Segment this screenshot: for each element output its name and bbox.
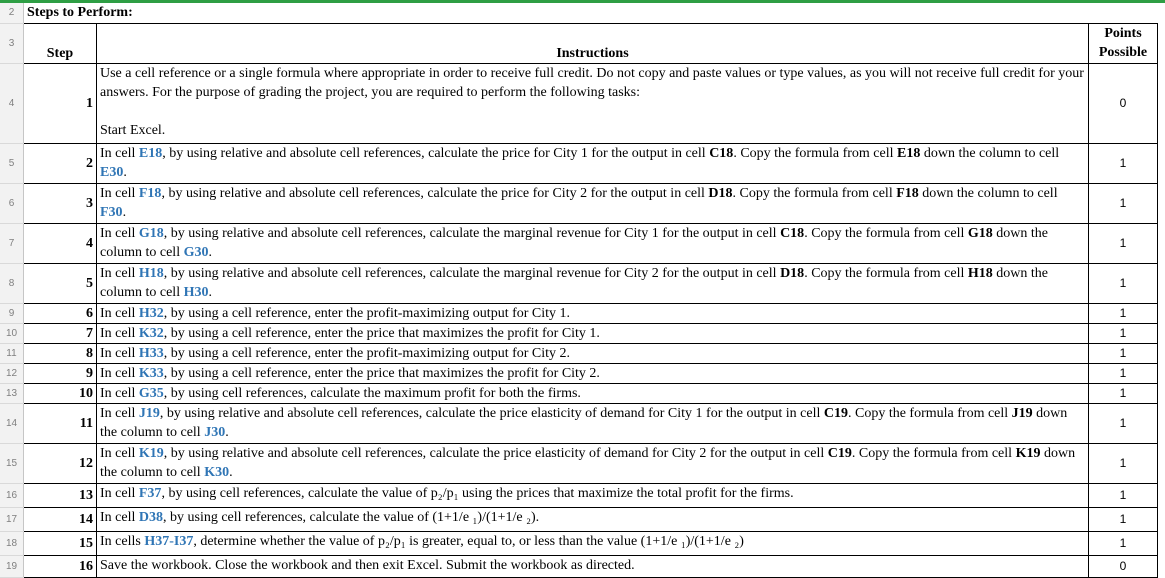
instruction-cell[interactable] xyxy=(97,303,1089,323)
step-row xyxy=(0,363,1158,383)
instruction-text: , by using a cell reference, enter the price that maximizes the profit for City 1. xyxy=(163,325,600,341)
instruction-text: In cell xyxy=(100,265,139,281)
step-number-cell[interactable]: 3 xyxy=(24,183,97,223)
cell-reference: J30 xyxy=(204,424,226,440)
bold-cell-reference: F18 xyxy=(896,185,919,201)
instruction-text: Start Excel. xyxy=(100,122,166,138)
bold-cell-reference: H18 xyxy=(967,265,993,281)
cell-reference: G30 xyxy=(183,244,209,260)
instruction-text: . Copy the formula from cell xyxy=(847,405,1012,421)
instruction-text: Use a cell reference or a single formula where appropriate in order to receive full credit. Do not copy and paste values or type values, as you will not receive full credit for your answers. For the purpose of grading the project, you are required to perform the following tasks: xyxy=(100,65,1088,100)
instruction-cell[interactable] xyxy=(97,443,1089,483)
row-header[interactable]: 3 xyxy=(0,23,24,63)
cell-reference: H30 xyxy=(183,284,209,300)
instruction-cell[interactable] xyxy=(97,403,1089,443)
instruction-text: In cell xyxy=(100,325,139,341)
bold-cell-reference: C19 xyxy=(827,445,852,461)
instruction-cell[interactable] xyxy=(97,63,1089,143)
step-number-cell[interactable]: 16 xyxy=(24,555,97,577)
points-cell[interactable]: 0 xyxy=(1089,63,1158,143)
bold-cell-reference: E18 xyxy=(897,145,921,161)
step-header[interactable]: Step xyxy=(24,23,97,63)
step-row xyxy=(0,555,1158,577)
step-number-cell[interactable]: 2 xyxy=(24,143,97,183)
row-header[interactable]: 12 xyxy=(0,363,24,383)
instruction-text: . xyxy=(208,284,212,300)
instruction-text: down the column to cell xyxy=(100,265,1052,300)
instruction-text: In cells xyxy=(100,533,145,549)
cell-reference: D38 xyxy=(138,509,163,525)
instruction-text: . xyxy=(229,464,233,480)
points-cell[interactable]: 1 xyxy=(1089,323,1158,343)
instruction-cell[interactable] xyxy=(97,507,1089,531)
points-cell[interactable]: 1 xyxy=(1089,443,1158,483)
step-number-cell[interactable]: 6 xyxy=(24,303,97,323)
header-row xyxy=(0,23,1158,63)
instruction-text: , by using relative and absolute cell references, calculate the price for City 2 for the output in cell xyxy=(161,185,709,201)
bold-cell-reference: J19 xyxy=(1011,405,1033,421)
instruction-text: . xyxy=(122,204,127,220)
row-header[interactable]: 13 xyxy=(0,383,24,403)
cell-reference: K33 xyxy=(138,365,164,381)
step-number-cell[interactable]: 4 xyxy=(24,223,97,263)
cell-reference: E30 xyxy=(100,164,124,180)
instruction-text: In cell xyxy=(100,365,139,381)
instruction-text: In cell xyxy=(100,225,139,241)
points-cell[interactable]: 1 xyxy=(1089,531,1158,555)
instruction-text: down the column to cell xyxy=(920,145,1063,161)
bold-cell-reference: K19 xyxy=(1015,445,1041,461)
cell-reference: H37-I37 xyxy=(144,533,194,549)
cell-reference: G18 xyxy=(138,225,164,241)
instruction-text: In cell xyxy=(100,385,139,401)
instruction-text: , by using cell references, calculate the value of (1+1/e ₁)/(1+1/e ₂). xyxy=(163,509,540,525)
instruction-text: , by using cell references, calculate the maximum profit for both the firms. xyxy=(163,385,581,401)
instruction-text: , by using a cell reference, enter the profit-maximizing output for City 2. xyxy=(163,345,571,361)
instruction-text: In cell xyxy=(100,445,139,461)
step-number-cell[interactable]: 7 xyxy=(24,323,97,343)
row-header[interactable]: 8 xyxy=(0,263,24,303)
row-header[interactable]: 18 xyxy=(0,531,24,555)
cell-reference: K30 xyxy=(204,464,230,480)
cell-reference: F30 xyxy=(100,204,123,220)
points-cell[interactable]: 1 xyxy=(1089,303,1158,323)
step-number-cell[interactable]: 12 xyxy=(24,443,97,483)
instruction-text: . Copy the formula from cell xyxy=(851,445,1016,461)
step-row xyxy=(0,483,1158,507)
step-number-cell[interactable]: 10 xyxy=(24,383,97,403)
row-header[interactable]: 19 xyxy=(0,555,24,577)
bold-cell-reference: G18 xyxy=(967,225,993,241)
step-row xyxy=(0,403,1158,443)
step-number-cell[interactable]: 14 xyxy=(24,507,97,531)
instruction-text: In cell xyxy=(100,345,139,361)
row-header[interactable]: 9 xyxy=(0,303,24,323)
instruction-text: , by using relative and absolute cell references, calculate the price elasticity of demand for City 1 for the output in cell xyxy=(159,405,824,421)
row-header[interactable]: 7 xyxy=(0,223,24,263)
instruction-text: In cell xyxy=(100,485,139,501)
sheet-title[interactable]: Steps to Perform: xyxy=(27,5,133,21)
row-header[interactable]: 17 xyxy=(0,507,24,531)
instruction-cell[interactable] xyxy=(97,483,1089,507)
title-row xyxy=(0,3,1158,23)
step-number-cell[interactable]: 11 xyxy=(24,403,97,443)
instruction-text: In cell xyxy=(100,405,139,421)
points-cell[interactable]: 1 xyxy=(1089,383,1158,403)
step-number-cell[interactable]: 9 xyxy=(24,363,97,383)
instruction-text: , by using cell references, calculate the value of p₂/p₁ using the prices that maximize the total profit for the firms. xyxy=(161,485,794,501)
cell-reference: F37 xyxy=(138,485,162,501)
cell-reference: F18 xyxy=(138,185,162,201)
instruction-text: , by using relative and absolute cell references, calculate the price elasticity of demand for City 2 for the output in cell xyxy=(163,445,828,461)
step-number-cell[interactable]: 15 xyxy=(24,531,97,555)
instruction-cell[interactable] xyxy=(97,383,1089,403)
row-header[interactable]: 4 xyxy=(0,63,24,143)
points-cell[interactable]: 1 xyxy=(1089,483,1158,507)
points-cell[interactable]: 1 xyxy=(1089,143,1158,183)
instruction-text: , determine whether the value of p₂/p₁ is greater, equal to, or less than the value (1+1/e ₁)/(1+1/e ₂) xyxy=(193,533,744,549)
cell-reference: K19 xyxy=(138,445,164,461)
instruction-text: down the column to cell xyxy=(100,225,1052,260)
instruction-text: Save the workbook. Close the workbook and then exit Excel. Submit the workbook as directed. xyxy=(100,557,635,573)
step-row xyxy=(0,383,1158,403)
instruction-cell[interactable] xyxy=(97,363,1089,383)
row-header[interactable]: 2 xyxy=(0,3,24,23)
cell-reference: G35 xyxy=(138,385,164,401)
instruction-text: In cell xyxy=(100,509,139,525)
cell-reference: H32 xyxy=(138,305,164,321)
instruction-text: , by using relative and absolute cell references, calculate the price for City 1 for the output in cell xyxy=(162,145,710,161)
step-row xyxy=(0,443,1158,483)
instruction-text: . Copy the formula from cell xyxy=(804,225,968,241)
points-cell[interactable]: 1 xyxy=(1089,183,1158,223)
steps-sheet xyxy=(0,3,1158,578)
points-cell[interactable]: 1 xyxy=(1089,223,1158,263)
step-number-cell[interactable]: 1 xyxy=(24,63,97,143)
instruction-text: . Copy the formula from cell xyxy=(733,145,897,161)
instruction-cell[interactable] xyxy=(97,183,1089,223)
row-header[interactable]: 11 xyxy=(0,343,24,363)
instruction-text: , by using relative and absolute cell references, calculate the marginal revenue for City 2 for the output in cell xyxy=(163,265,781,281)
instruction-text: . Copy the formula from cell xyxy=(732,185,897,201)
row-header[interactable]: 14 xyxy=(0,403,24,443)
instructions-header[interactable]: Instructions xyxy=(97,23,1089,63)
cell-reference: E18 xyxy=(138,145,163,161)
step-row xyxy=(0,343,1158,363)
bold-cell-reference: D18 xyxy=(780,265,805,281)
row-header[interactable]: 16 xyxy=(0,483,24,507)
step-row xyxy=(0,323,1158,343)
step-row xyxy=(0,143,1158,183)
instruction-text: down the column to cell xyxy=(100,405,1071,440)
step-row xyxy=(0,63,1158,143)
instruction-cell[interactable] xyxy=(97,223,1089,263)
points-cell[interactable]: 1 xyxy=(1089,507,1158,531)
cell-reference: J19 xyxy=(138,405,160,421)
instruction-text: down the column to cell xyxy=(100,445,1079,480)
points-cell[interactable]: 1 xyxy=(1089,343,1158,363)
instruction-text: . xyxy=(123,164,127,180)
points-header[interactable]: Points Possible xyxy=(1089,23,1158,63)
instruction-text: In cell xyxy=(100,185,139,201)
instruction-cell[interactable] xyxy=(97,531,1089,555)
instruction-cell[interactable] xyxy=(97,343,1089,363)
instruction-text: In cell xyxy=(100,305,139,321)
bold-cell-reference: C19 xyxy=(823,405,848,421)
row-header[interactable]: 10 xyxy=(0,323,24,343)
step-number-cell[interactable]: 8 xyxy=(24,343,97,363)
instruction-text: , by using relative and absolute cell references, calculate the marginal revenue for City 1 for the output in cell xyxy=(163,225,781,241)
points-cell[interactable]: 1 xyxy=(1089,363,1158,383)
instruction-text: . Copy the formula from cell xyxy=(804,265,968,281)
step-row xyxy=(0,303,1158,323)
instruction-cell[interactable] xyxy=(97,555,1089,577)
points-cell[interactable]: 1 xyxy=(1089,263,1158,303)
row-header[interactable]: 5 xyxy=(0,143,24,183)
points-cell[interactable]: 1 xyxy=(1089,403,1158,443)
instruction-text: down the column to cell xyxy=(918,185,1062,201)
bold-cell-reference: D18 xyxy=(708,185,733,201)
step-number-cell[interactable]: 5 xyxy=(24,263,97,303)
step-row xyxy=(0,263,1158,303)
instruction-cell[interactable] xyxy=(97,143,1089,183)
row-header[interactable]: 15 xyxy=(0,443,24,483)
instruction-cell[interactable] xyxy=(97,323,1089,343)
instruction-cell[interactable] xyxy=(97,263,1089,303)
points-cell[interactable]: 0 xyxy=(1089,555,1158,577)
cell-reference: H18 xyxy=(138,265,164,281)
instruction-text: . xyxy=(225,424,229,440)
instruction-text: . xyxy=(208,244,212,260)
instruction-text: In cell xyxy=(100,145,139,161)
step-row xyxy=(0,183,1158,223)
step-number-cell[interactable]: 13 xyxy=(24,483,97,507)
instruction-text: , by using a cell reference, enter the price that maximizes the profit for City 2. xyxy=(163,365,600,381)
row-header[interactable]: 6 xyxy=(0,183,24,223)
bold-cell-reference: C18 xyxy=(709,145,734,161)
instruction-text: , by using a cell reference, enter the profit-maximizing output for City 1. xyxy=(163,305,571,321)
cell-reference: H33 xyxy=(138,345,164,361)
step-row xyxy=(0,223,1158,263)
step-row xyxy=(0,531,1158,555)
step-row xyxy=(0,507,1158,531)
bold-cell-reference: C18 xyxy=(780,225,805,241)
cell-reference: K32 xyxy=(138,325,164,341)
